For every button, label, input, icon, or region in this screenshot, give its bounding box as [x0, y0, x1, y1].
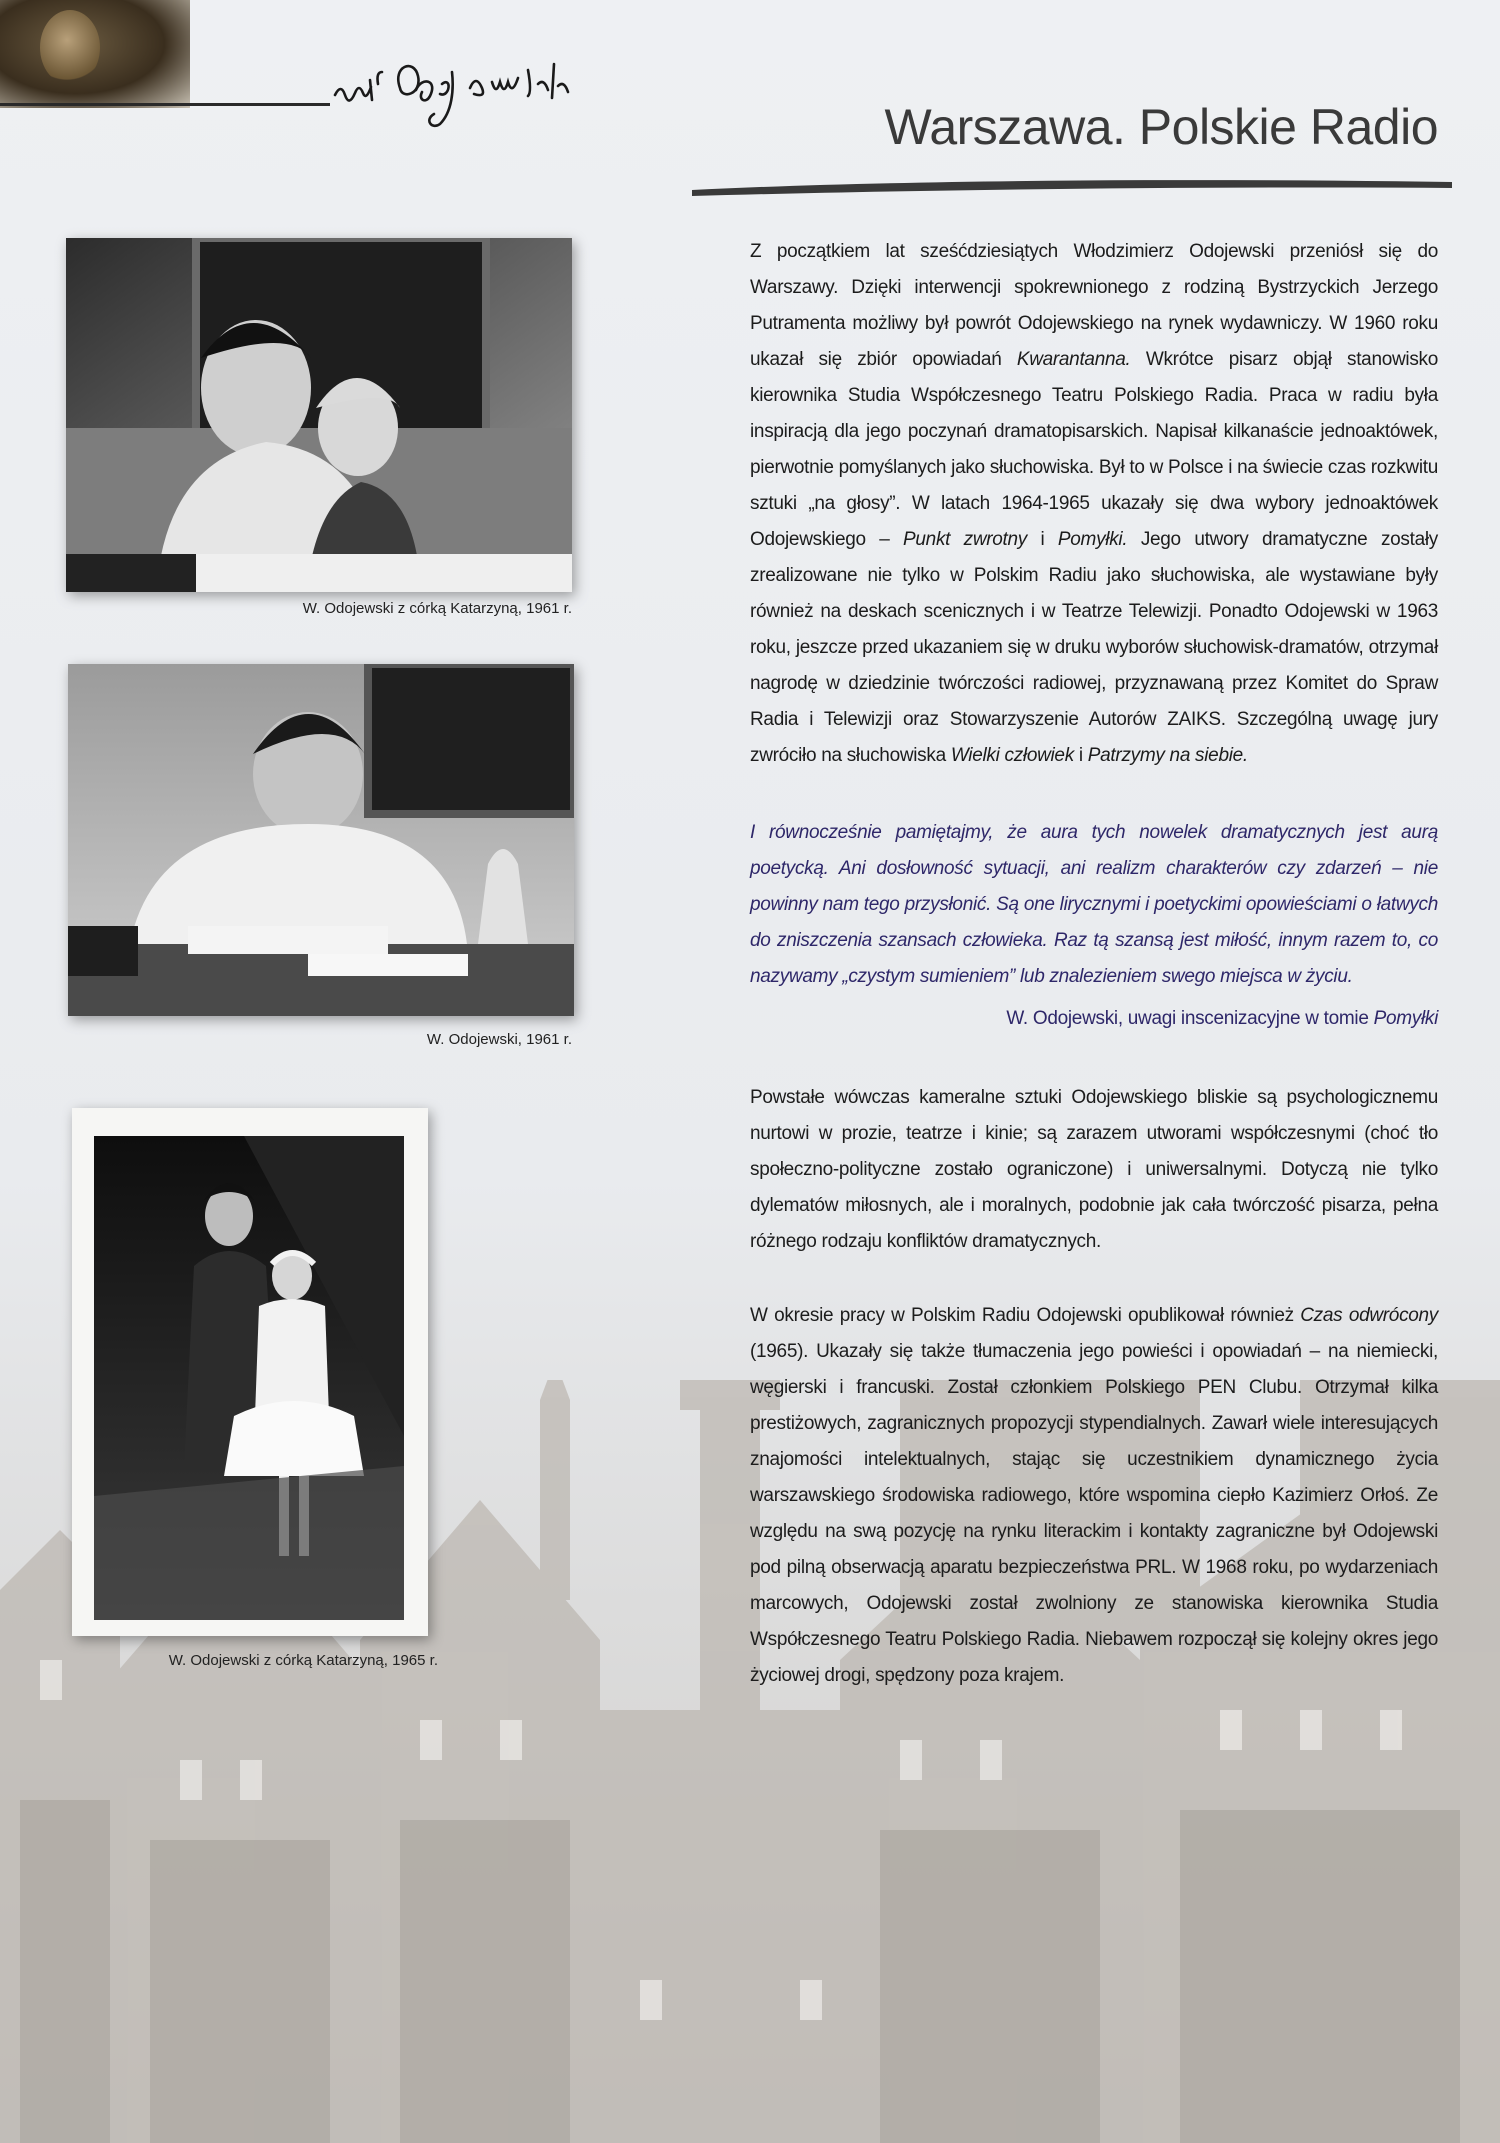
book-title-punkt-zwrotny: Punkt zwrotny	[903, 529, 1027, 550]
radio-play-title-wielki-czlowiek: Wielki człowiek	[950, 745, 1074, 766]
photo-father-daughter-1965	[72, 1108, 428, 1636]
photo-caption: W. Odojewski, 1961 r.	[426, 1031, 572, 1048]
text-run: Jego utwory dramatyczne zostały zrealizowane nie tylko w Polskim Radiu jako słuchowiska, ale wystawiane były również na deskach scenicznych i w Teatrze Telewizji. Ponadto Odojewski w 1963 roku, jeszcze przed ukazaniem się w druku wyborów słuchowisk-dramatów, otrzymał nagrodę w dziedzinie twórczości radiowej, przyznawaną przez Komitet do Spraw Radia i Telewizji oraz Stowarzyszenie Autorów ZAIKS. Szczególną uwagę jury zwróciło na słuchowiska	[750, 529, 1438, 766]
book-title-pomylki: Pomyłki.	[1057, 529, 1128, 550]
photo-caption: W. Odojewski z córką Katarzyną, 1961 r.	[302, 600, 572, 617]
text-run: W okresie pracy w Polskim Radiu Odojewski opublikował również	[750, 1305, 1301, 1326]
photo-writer-at-desk-1961	[68, 664, 574, 1016]
book-title-czas-odwrocony: Czas odwrócony	[1300, 1305, 1439, 1326]
book-title-kwarantanna: Kwarantanna.	[1016, 349, 1131, 370]
text-run: Z początkiem lat sześćdziesiątych Włodzimierz Odojewski przeniósł się do Warszawy. Dzięki interwencji spokrewnionego z rodziną Bystrzyckich Jerzego Putramenta możliwy był powrót Odojewskiego na rynek wydawniczy. W 1960 roku ukazał się zbiór opowiadań	[750, 241, 1438, 370]
quote-attribution	[1006, 1008, 1438, 1030]
page-title: Warszawa. Polskie Radio	[884, 99, 1438, 155]
photo-caption: W. Odojewski z córką Katarzyną, 1965 r.	[168, 1652, 438, 1669]
article-paragraph-1	[750, 234, 1438, 774]
paragraph-text: Powstałe wówczas kameralne sztuki Odojewskiego bliskie są psychologicznemu nurtowi w prozie, teatrze i kinie; są zarazem utworami współczesnymi (choć tło społeczno-polityczne zostało ograniczone) i uniwersalnymi. Dotyczą nie tylko dylematów miłosnych, ale i moralnych, podobnie jak cała twórczość pisarza, pełna różnego rodzaju konfliktów dramatycznych.	[750, 1087, 1438, 1252]
photo-father-daughter-1961	[66, 238, 572, 592]
text-run: i	[1026, 529, 1058, 550]
quote-source-title: Pomyłki	[1373, 1008, 1438, 1029]
article-paragraph-2	[750, 1080, 1438, 1260]
text-run: i	[1073, 745, 1088, 766]
signature-rule	[0, 103, 330, 106]
article-paragraph-3	[750, 1298, 1438, 1694]
quote-text: I równocześnie pamiętajmy, że aura tych nowelek dramatycznych jest aurą poetycką. Ani dosłowność sytuacji, ani realizm charakterów czy zdarzeń – nie powinny nam tego przysłonić. Są one lirycznymi i poetyckimi opowieściami o łatwych do zniszczenia szansach człowieka. Raz tą szansą jest miłość, innym razem to, co nazywamy „czystym sumieniem” lub znalezieniem swego miejsca w życiu.	[750, 822, 1438, 987]
text-run: Wkrótce pisarz objął stanowisko kierownika Studia Współczesnego Teatru Polskiego Radia. Praca w radiu była inspiracją dla jego poczynań dramatopisarskich. Napisał kilkanaście jednoaktówek, pierwotnie pomyślanych jako słuchowiska. Był to w Polsce i na świecie czas rozkwitu sztuki „na głosy”. W latach 1964-1965 ukazały się dwa wybory jednoaktówek Odojewskiego –	[750, 349, 1438, 550]
author-quote	[750, 815, 1438, 995]
author-signature	[330, 50, 600, 130]
text-run: (1965). Ukazały się także tłumaczenia jego powieści i opowiadań – na niemiecki, węgierski i francuski. Został członkiem Polskiego PEN Clubu. Otrzymał kilka prestiżowych, zagranicznych propozycji stypendialnych. Zawarł wiele interesujących znajomości intelektualnych, stając się uczestnikiem dynamicznego życia warszawskiego środowiska radiowego, które wspomina ciepło Kazimierz Orłoś. Ze względu na swą pozycję na rynku literackim i kontakty zagraniczne był Odojewski pod pilną obserwacją aparatu bezpieczeństwa PRL. W 1968 roku, po wydarzeniach marcowych, Odojewski został zwolniony ze stanowiska kierownika Studia Współczesnego Teatru Polskiego Radia. Niebawem rozpoczął się kolejny okres jego życiowej drogi, spędzony poza krajem.	[750, 1341, 1438, 1686]
author-corner-photo	[0, 0, 190, 108]
title-underline-swoosh	[692, 176, 1452, 200]
quote-attribution-text: W. Odojewski, uwagi inscenizacyjne w tomie	[1006, 1008, 1374, 1029]
radio-play-title-patrzymy-na-siebie: Patrzymy na siebie.	[1087, 745, 1248, 766]
